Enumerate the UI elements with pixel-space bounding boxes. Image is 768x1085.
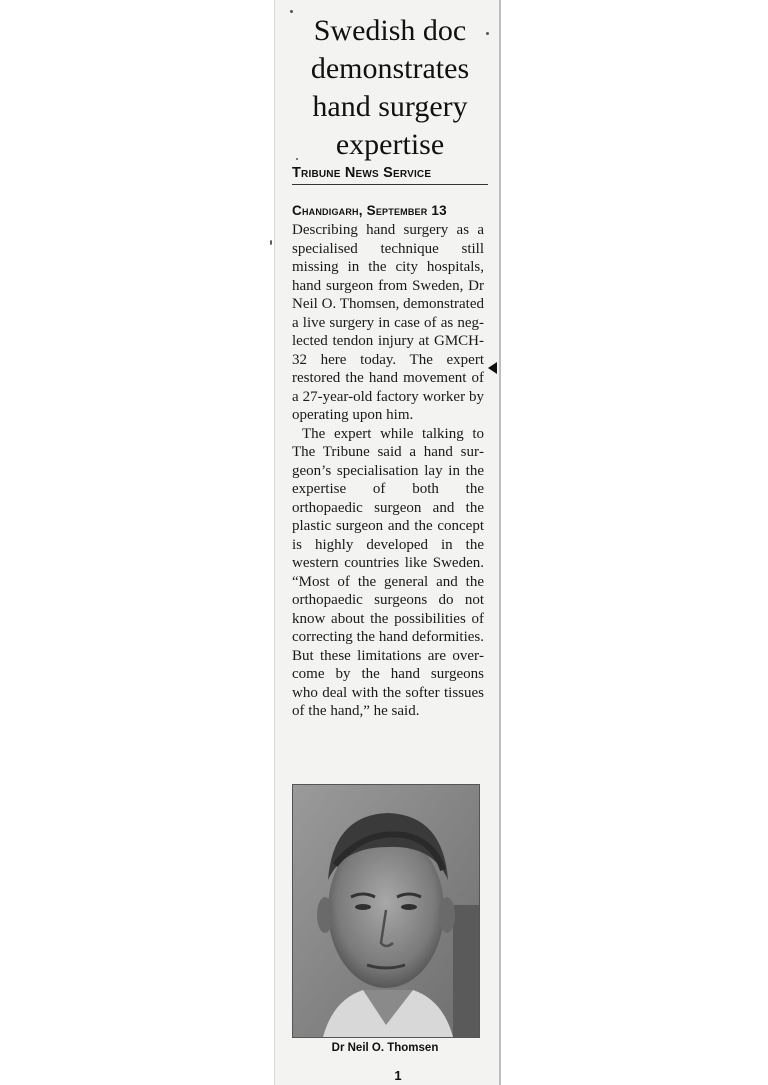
paragraph-1: Describing hand surgery as a specialised technique still missing in the city hospitals, hand surgeon from Sweden, Dr Neil O. Thomsen, demonstrated a live surgery in case of as neglected tendon injury at GMCH-32 here today. The expert restored the hand movement of a 27-year-old factory worker by operating upon him.	[292, 222, 484, 423]
article-body	[292, 221, 484, 721]
portrait-photo	[292, 784, 480, 1038]
portrait-illustration	[293, 785, 479, 1037]
print-speck	[296, 158, 298, 160]
margin-arrow-mark	[488, 362, 497, 374]
print-speck	[290, 10, 293, 13]
print-speck	[486, 32, 489, 35]
page-number: 1	[394, 1068, 402, 1083]
dateline: Chandigarh, September 13	[292, 203, 447, 218]
byline: Tribune News Service	[292, 165, 488, 185]
photo-caption: Dr Neil O. Thomsen	[331, 1042, 439, 1054]
headline: Swedish doc demonstrates hand surgery expertise	[310, 14, 470, 161]
paragraph-2: The expert while talking to The Tribune said a hand surgeon’s specialisation lay in the expertise of both the orthopaedic surgeon and the plastic surgeon and the concept is highly developed in the western countries like Sweden. “Most of the general and the orthopaedic surgeons do not know about the possibilities of correcting the hand deformities. But these limitations are overcome by the hand surgeons who deal with the softer tissues of the hand,” he said.	[292, 425, 484, 719]
print-speck	[270, 240, 272, 245]
